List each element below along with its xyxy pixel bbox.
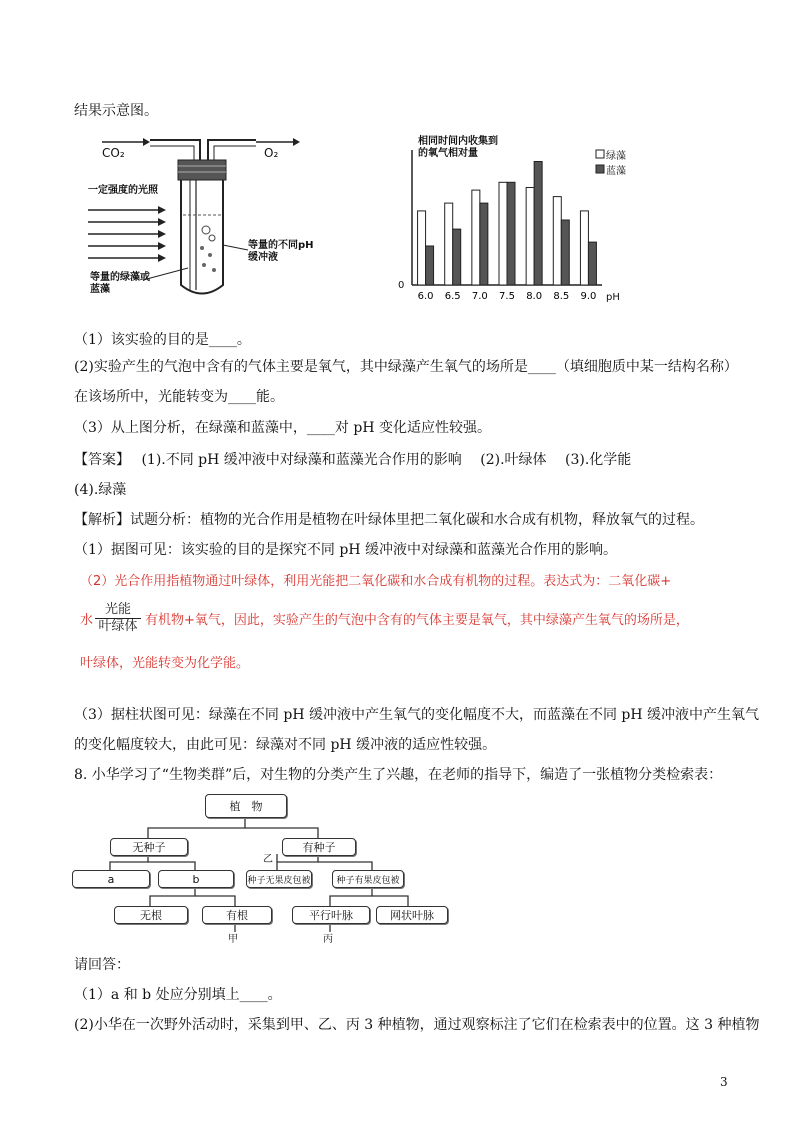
analysis-intro: 【解析】试题分析：植物的光合作用是植物在叶绿体里把二氧化碳和水合成有机物，释放氧气的过程。 — [74, 512, 704, 528]
question-2b: 在该场所中，光能转变为____能。 — [74, 389, 284, 405]
node-seed: 有种子 — [282, 838, 356, 856]
node-parallel-vein: 平行叶脉 — [292, 906, 370, 924]
node-no-root: 无根 — [114, 906, 188, 924]
legend-blue: 蓝藻 — [606, 166, 626, 177]
page-number: 3 — [720, 1075, 728, 1089]
legend-swatch-green — [596, 150, 604, 158]
x-tick-label: 8.0 — [526, 291, 543, 302]
question-2a: (2)实验产生的气泡中含有的气体主要是氧气，其中绿藻产生氧气的场所是____（填细胞质中某一结构名称） — [74, 359, 738, 375]
please-answer: 请回答： — [74, 957, 130, 973]
node-has-root: 有根 — [202, 906, 272, 924]
intro-text: 结果示意图。 — [74, 103, 158, 119]
node-a: a — [72, 870, 150, 888]
bar-green-algae-7.5 — [499, 182, 507, 285]
label-yi: 乙 — [263, 854, 273, 865]
buffer-label: 等量的不同pH缓冲液 — [248, 240, 314, 263]
chart-xlabel: pH — [606, 292, 620, 303]
analysis-red-2: 有机物+氧气，因此，实验产生的气泡中含有的气体主要是氧气，其中绿藻产生氧气的场所是， — [145, 613, 689, 628]
bar-green-algae-8.0 — [526, 188, 534, 286]
x-tick-label: 7.0 — [471, 291, 488, 302]
analysis-p1: （1）据图可见：该实验的目的是探究不同 pH 缓冲液中对绿藻和蓝藻光合作用的影响。 — [74, 542, 617, 558]
y-tick-zero: 0 — [398, 280, 405, 291]
q8-sub-2: (2)小华在一次野外活动时，采集到甲、乙、丙 3 种植物，通过观察标注了它们在检索表中的位置。这 3 种植物 — [74, 1017, 760, 1033]
answer-line-2: (4).绿藻 — [74, 482, 127, 498]
legend-green: 绿藻 — [606, 151, 626, 162]
node-plants: 植 物 — [205, 794, 287, 818]
analysis-red-water: 水 — [80, 613, 94, 628]
o2-label: O₂ — [264, 146, 279, 160]
bar-blue-algae-9.0 — [588, 242, 596, 285]
co2-label: CO₂ — [102, 146, 125, 160]
classification-tree — [70, 790, 434, 945]
algae-label: 等量的绿藻或蓝藻 — [90, 272, 150, 295]
analysis-p3b: 的变化幅度较大，由此可见：绿藻对不同 pH 缓冲液的适应性较强。 — [74, 737, 497, 753]
question-1: （1）该实验的目的是____。 — [74, 332, 251, 348]
bar-green-algae-8.5 — [553, 197, 561, 285]
legend-swatch-blue — [596, 165, 604, 173]
bar-blue-algae-6.0 — [426, 246, 434, 285]
bar-blue-algae-8.0 — [534, 162, 542, 286]
node-b: b — [158, 870, 234, 888]
analysis-red-3: 叶绿体，光能转变为化学能。 — [80, 656, 250, 671]
oxygen-bar-chart — [396, 130, 636, 310]
x-tick-label: 6.0 — [417, 291, 434, 302]
x-tick-label: 6.5 — [444, 291, 461, 302]
reaction-condition — [95, 602, 141, 635]
label-bing: 丙 — [323, 934, 333, 945]
x-tick-label: 7.5 — [499, 291, 515, 302]
q8-stem: 8. 小华学习了“生物类群”后，对生物的分类产生了兴趣，在老师的指导下，编造了一张植物分类检索表： — [74, 767, 723, 783]
chart-ylabel: 相同时间内收集到的氧气相对量 — [418, 136, 498, 159]
bar-green-algae-9.0 — [580, 211, 588, 285]
node-net-vein: 网状叶脉 — [376, 906, 448, 924]
bar-green-algae-6.5 — [445, 203, 453, 285]
question-3: （3）从上图分析，在绿藻和蓝藻中，____对 pH 变化适应性较强。 — [74, 420, 491, 436]
node-seed-covered: 种子有果皮包被 — [332, 870, 404, 888]
apparatus-figure — [88, 130, 323, 310]
bar-green-algae-6.0 — [418, 211, 426, 285]
x-tick-label: 9.0 — [580, 291, 597, 302]
label-jia: 甲 — [228, 934, 238, 945]
answer-line-1: 【答案】 (1).不同 pH 缓冲液中对绿藻和蓝藻光合作用的影响 (2).叶绿体 (3).化学能 — [74, 452, 632, 468]
bar-blue-algae-6.5 — [453, 229, 461, 285]
bar-blue-algae-7.0 — [480, 203, 488, 285]
x-tick-label: 8.5 — [553, 291, 570, 302]
analysis-red-1: （2）光合作用指植物通过叶绿体，利用光能把二氧化碳和水合成有机物的过程。表达式为：二氧化碳+ — [80, 574, 672, 589]
bar-blue-algae-7.5 — [507, 182, 515, 285]
q8-sub-1: （1）a 和 b 处应分别填上____。 — [74, 987, 282, 1003]
bar-green-algae-7.0 — [472, 190, 480, 285]
node-no-seed: 无种子 — [110, 838, 188, 856]
frac-top: 光能 — [104, 602, 131, 617]
node-seed-naked: 种子无果皮包被 — [246, 870, 312, 888]
light-label: 一定强度的光照 — [88, 185, 158, 196]
bar-blue-algae-8.5 — [561, 220, 569, 285]
analysis-p3a: （3）据柱状图可见：绿藻在不同 pH 缓冲液中产生氧气的变化幅度不大，而蓝藻在不同 pH 缓冲液中产生氧气 — [74, 707, 760, 723]
frac-bottom: 叶绿体 — [98, 619, 138, 634]
